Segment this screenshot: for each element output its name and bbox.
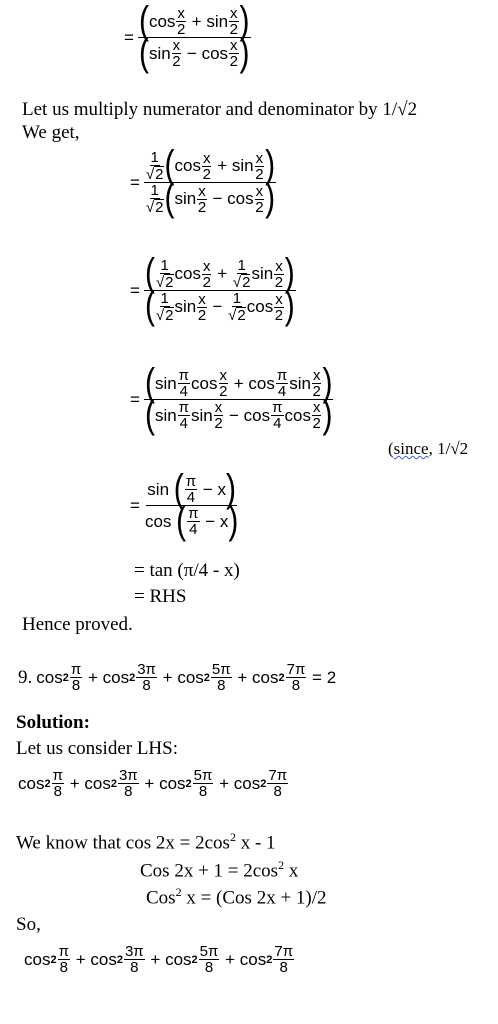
equation-step-4: = ( sin π 4 cos x 2 + cos π 4 sin x 2 ) ( sin π 4 sin x 2 − cos π 4 cos x 2 ) bbox=[130, 361, 333, 437]
equation-step-1: = ( cos x 2 + sin x 2 ) ( sin x 2 − cos x 2 ) bbox=[124, 0, 250, 75]
consider-lhs: Let us consider LHS: bbox=[16, 738, 179, 759]
equation-step-5: = sin ( π 4 − x ) cos ( π 4 − x ) bbox=[130, 467, 239, 543]
equation-step-3: = ( 1 √2 cos x 2 + $\frac{1}{√2}$ sin x 2 ) ( 1 √2 sin x 2 − $\frac{1}{√2}$ cos x 2 ) bbox=[130, 251, 295, 328]
since-note: (since, 1/√2 bbox=[388, 439, 469, 458]
we-get-label: We get, bbox=[22, 122, 80, 143]
multiply-instruction: Let us multiply numerator and denominator by 1/√2 bbox=[22, 99, 418, 120]
question-9: 9. cos 2 π 8 + cos 2 3π 8 + cos 2 5π 8 + cos 2 $\frac{7\pi}{8}$ = 2 bbox=[18, 661, 337, 694]
final-expression: cos 2 π 8 + cos 2 3π 8 + cos 2 5π 8 + cos 2 7π 8 bbox=[24, 943, 294, 976]
so-label: So, bbox=[16, 914, 41, 935]
solution-label: Solution: bbox=[16, 712, 90, 733]
know-identity: We know that $\cos 2x = 2\cos^2$ x - 1 bbox=[16, 830, 276, 854]
equation-step-2: = 1 √2 ( cos x 2 + sin x 2 ) 1 √2 ( sin x 2 − cos x 2 ) bbox=[130, 143, 276, 220]
hence-proved: Hence proved. bbox=[22, 614, 133, 635]
lhs-expression: cos 2 π 8 + cos 2 3π 8 + cos 2 5π 8 + cos 2 7π 8 bbox=[18, 767, 288, 800]
identity-step-2: Cos$^2$ x = (Cos 2x + 1)/2 bbox=[146, 885, 327, 909]
identity-step-1: Cos $2x + 1 = 2\cos^2$ x bbox=[140, 858, 299, 882]
tan-result: = tan (π/4 - x) bbox=[134, 560, 240, 581]
rhs-result: = RHS bbox=[134, 586, 187, 607]
